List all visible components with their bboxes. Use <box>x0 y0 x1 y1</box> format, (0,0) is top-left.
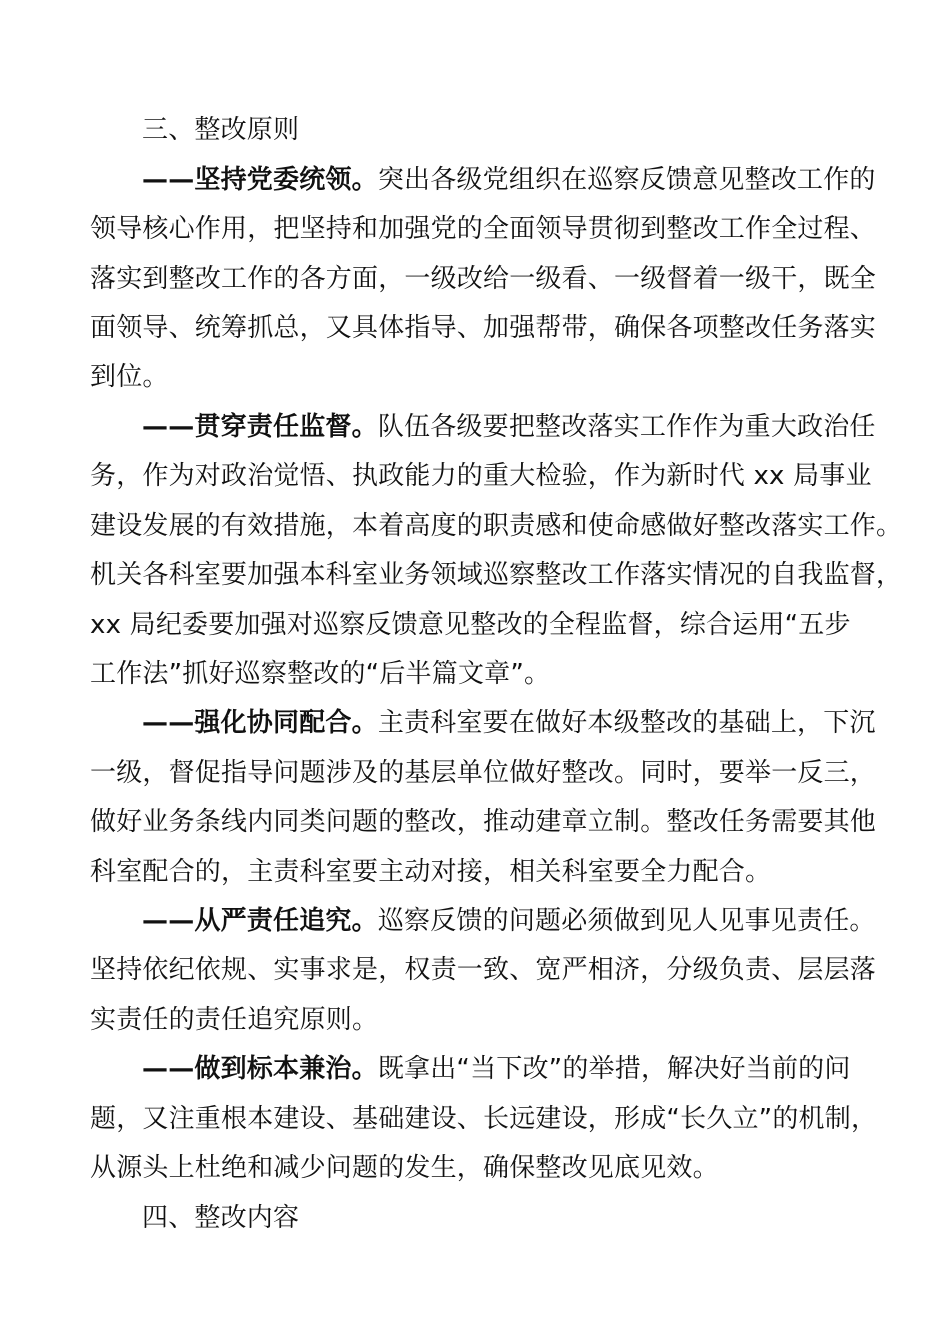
paragraph-line: 落实到整改工作的各方面，一级改给一级看、一级督着一级干，既全 <box>90 264 877 294</box>
paragraph-line: 建设发展的有效措施，本着高度的职责感和使命感做好整改落实工作。 <box>90 511 903 541</box>
paragraph-line: 做好业务条线内同类问题的整改，推动建章立制。整改任务需要其他 <box>90 807 877 837</box>
paragraph-line: 一级，督促指导问题涉及的基层单位做好整改。同时，要举一反三， <box>90 758 877 788</box>
paragraph-lead: ——做到标本兼治。 <box>142 1054 378 1084</box>
paragraph-text: 主责科室要在做好本级整改的基础上，下沉 <box>377 708 876 738</box>
paragraph-line <box>142 163 922 197</box>
paragraph-lead: ——强化协同配合。 <box>142 708 378 738</box>
paragraph-line: 到位。 <box>90 362 169 392</box>
paragraph-line: 科室配合的，主责科室要主动对接，相关科室要全力配合。 <box>90 857 772 887</box>
paragraph-line: 坚持依纪依规、实事求是，权责一致、宽严相济，分级负责、层层落 <box>90 955 877 985</box>
paragraph-line <box>142 904 922 938</box>
paragraph-line: 实责任的责任追究原则。 <box>90 1005 379 1035</box>
paragraph-line: 机关各科室要加强本科室业务领域巡察整改工作落实情况的自我监督， <box>90 560 903 590</box>
paragraph-line: 领导核心作用，把坚持和加强党的全面领导贯彻到整改工作全过程、 <box>90 214 877 244</box>
section-heading-principles: 三、整改原则 <box>142 115 300 145</box>
paragraph-line: 面领导、统筹抓总，又具体指导、加强帮带，确保各项整改任务落实 <box>90 313 877 343</box>
paragraph-line: 务，作为对政治觉悟、执政能力的重大检验，作为新时代 xx 局事业 <box>90 461 872 491</box>
paragraph-line <box>142 706 922 740</box>
paragraph-text: 巡察反馈的问题必须做到见人见事见责任。 <box>377 906 876 936</box>
paragraph-text: 突出各级党组织在巡察反馈意见整改工作的 <box>377 165 876 195</box>
paragraph-lead: ——贯穿责任监督。 <box>142 412 378 442</box>
paragraph-lead: ——坚持党委统领。 <box>142 165 378 195</box>
section-heading-content: 四、整改内容 <box>142 1203 300 1233</box>
paragraph-line: 从源头上杜绝和减少问题的发生，确保整改见底见效。 <box>90 1153 719 1183</box>
paragraph-line: 题，又注重根本建设、基础建设、长远建设，形成“长久立”的机制， <box>90 1104 878 1134</box>
paragraph-lead: ——从严责任追究。 <box>142 906 378 936</box>
paragraph-text: 队伍各级要把整改落实工作作为重大政治任 <box>377 412 876 442</box>
paragraph-line <box>142 410 922 444</box>
paragraph-text: 既拿出“当下改”的举措，解决好当前的问 <box>377 1054 851 1084</box>
paragraph-line <box>142 1052 922 1086</box>
paragraph-line: xx 局纪委要加强对巡察反馈意见整改的全程监督，综合运用“五步 <box>90 610 851 640</box>
paragraph-line: 工作法”抓好巡察整改的“后半篇文章”。 <box>90 659 551 689</box>
